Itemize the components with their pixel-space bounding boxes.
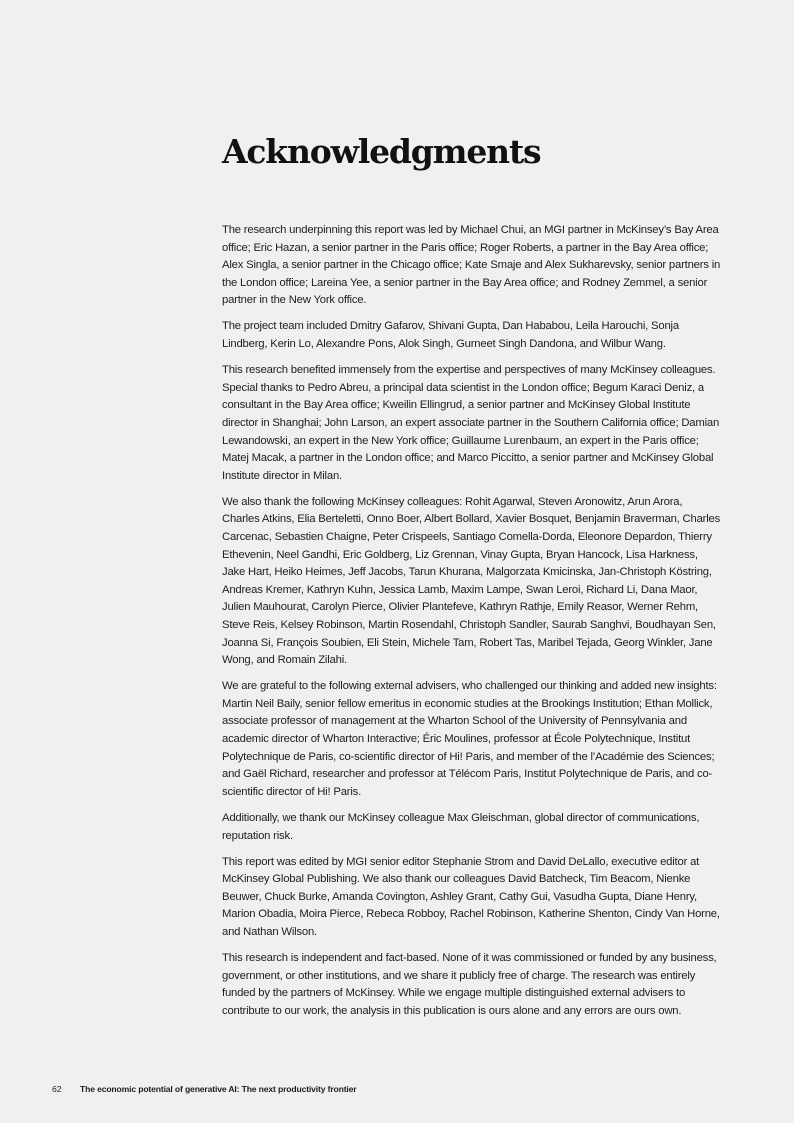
paragraph-independence: This research is independent and fact-based. None of it was commissioned or funded by any business, government, or other institutions, and we share it publicly free of charge. The research was entirely funded by the partners of McKinsey. While we engage multiple distinguished external advisers to contribute to our work, the analysis in this publication is ours alone and any errors are ours own. bbox=[222, 952, 717, 1017]
page-number: 62 bbox=[52, 1084, 62, 1094]
paragraph-research-leads: The research underpinning this report was led by Michael Chui, an MGI partner in McKinsey’s Bay Area office; Eric Hazan, a senior partner in the Paris office; Roger Roberts, a partner in the Bay Area office; Alex Singla, a senior partner in the Chicago office; Kate Smaje and Alex Sukharevsky, senior partners in the London office; Lareina Yee, a senior partner in the Bay Area office; and Rodney Zemmel, a senior partner in the New York office. bbox=[222, 224, 721, 307]
document-title: The economic potential of generative AI: The next productivity frontier bbox=[80, 1084, 357, 1094]
page-footer bbox=[52, 1082, 356, 1096]
paragraph-editorial: This report was edited by MGI senior editor Stephanie Strom and David DeLallo, executive editor at McKinsey Global Publishing. We also thank our colleagues David Batcheck, Tim Beacom, Nienke Beuwer, Chuck Burke, Amanda Covington, Ashley Grant, Cathy Gui, Vasudha Gupta, Diane Henry, Marion Obadia, Moira Pierce, Rebeca Robboy, Rachel Robinson, Katherine Shenton, Cindy Van Horne, and Nathan Wilson. bbox=[222, 855, 720, 938]
paragraph-expert-thanks: This research benefited immensely from the expertise and perspectives of many McKinsey colleagues. Special thanks to Pedro Abreu, a principal data scientist in the London office; Begum Karaci Deniz, a consultant in the Bay Area office; Kweilin Ellingrud, a senior partner and McKinsey Global Institute director in Shanghai; John Larson, an expert associate partner in the Southern California office; Damian Lewandowski, an expert in the New York office; Guillaume Lurenbaum, an expert in the Paris office; Matej Macak, a partner in the London office; and Marco Piccitto, a senior partner and McKinsey Global Institute director in Milan. bbox=[222, 364, 720, 482]
paragraph-colleagues: We also thank the following McKinsey colleagues: Rohit Agarwal, Steven Aronowitz, Arun Arora, Charles Atkins, Elia Berteletti, Onno Boer, Albert Bollard, Xavier Bosquet, Benjamin Braverman, Charles Carcenac, Sebastien Chaigne, Peter Crispeels, Santiago Comella-Dorda, Eleonore Depardon, Thierry Ethevenin, Neel Gandhi, Eric Goldberg, Liz Grennan, Vinay Gupta, Bryan Hancock, Lisa Harkness, Jake Hart, Heiko Heimes, Jeff Jacobs, Tarun Khurana, Malgorzata Kmicinska, Jan-Christoph Köstring, Andreas Kremer, Kathryn Kuhn, Jessica Lamb, Maxim Lampe, Swan Leroi, Richard Li, Dana Maor, Julien Mauhourat, Carolyn Pierce, Olivier Plantefeve, Kathryn Rathje, Emily Reasor, Werner Rehm, Steve Reis, Kelsey Robinson, Martin Rosendahl, Christoph Sandler, Saurab Sanghvi, Boudhayan Sen, Joanna Si, François Soubien, Eli Stein, Michele Tam, Robert Tas, Maribel Tejada, Georg Winkler, Jane Wong, and Romain Zilahi. bbox=[222, 495, 721, 667]
paragraph-external-advisers: We are grateful to the following external advisers, who challenged our thinking and added new insights: Martin Neil Baily, senior fellow emeritus in economic studies at the Brookings Institution; Ethan Mollick, associate professor of management at the Wharton School of the University of Pennsylvania and academic director of Wharton Interactive; Éric Moulines, professor at École Polytechnique, Institut Polytechnique de Paris, co-scientific director of Hi! Paris, and member of the l’Académie des Sciences; and Gaël Richard, researcher and professor at Télécom Paris, Institut Polytechnique de Paris, and co-scientific director of Hi! Paris. bbox=[222, 680, 717, 798]
paragraph-project-team: The project team included Dmitry Gafarov, Shivani Gupta, Dan Hababou, Leila Harouchi, Sonja Lindberg, Kerin Lo, Alexandre Pons, Alok Singh, Gurneet Singh Dandona, and Wilbur Wang. bbox=[222, 320, 679, 351]
paragraph-communications: Additionally, we thank our McKinsey colleague Max Gleischman, global director of communications, reputation risk. bbox=[222, 811, 700, 842]
page-title: Acknowledgments bbox=[222, 132, 541, 171]
acknowledgments-body bbox=[222, 222, 722, 1029]
